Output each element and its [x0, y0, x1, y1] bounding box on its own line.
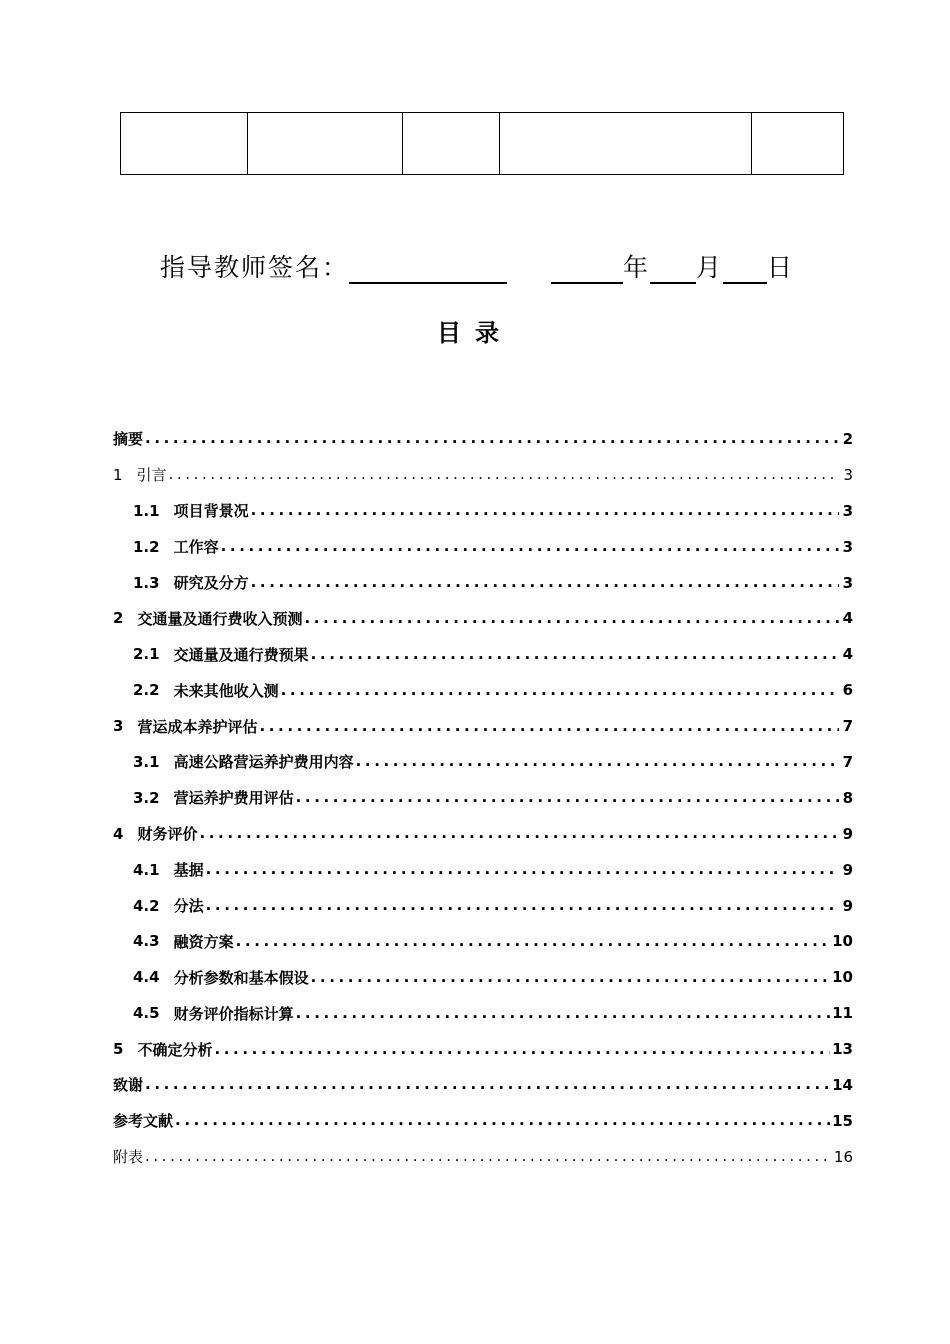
toc-entry-number: 3.2	[133, 788, 160, 807]
toc-entry[interactable]	[113, 565, 853, 601]
toc-entry-number: 4.1	[133, 860, 160, 879]
toc-entry-title: 基据	[173, 861, 204, 880]
toc-entry-title: 工作容	[173, 538, 219, 557]
toc-dot-leader	[296, 790, 839, 805]
month-label: 月	[696, 253, 724, 282]
toc-entry-page: 3	[842, 537, 853, 556]
toc-entry[interactable]	[113, 959, 853, 995]
toc-dot-leader	[356, 754, 839, 769]
toc-dot-leader	[281, 683, 839, 698]
toc-entry[interactable]	[113, 995, 853, 1031]
toc-entry-page: 7	[842, 752, 853, 771]
toc-entry-page: 3	[843, 465, 853, 484]
toc-dot-leader	[304, 611, 839, 626]
toc-dot-leader	[169, 467, 839, 482]
toc-entry[interactable]	[113, 1139, 853, 1175]
toc-entry-page: 4	[842, 645, 853, 664]
toc-entry-number: 1.1	[133, 501, 160, 520]
toc-dot-leader	[296, 1006, 831, 1021]
toc-dot-leader	[251, 503, 839, 518]
toc-entry[interactable]	[113, 421, 853, 457]
toc-entry-title: 摘要	[113, 430, 144, 449]
toc-entry-page: 10	[832, 932, 853, 951]
toc-entry-title: 交通量及通行费收入预测	[137, 609, 303, 628]
toc-entry-number: 5	[113, 1040, 124, 1059]
toc-entry-page: 2	[842, 429, 853, 448]
toc-dot-leader	[311, 647, 839, 662]
toc-entry-number: 1.3	[133, 573, 160, 592]
toc-entry-number: 1.2	[133, 537, 160, 556]
day-blank	[723, 256, 767, 284]
toc-dot-leader	[311, 970, 831, 985]
toc-entry[interactable]	[113, 744, 853, 780]
toc-entry-page: 3	[842, 573, 853, 592]
toc-entry-page: 7	[842, 717, 853, 736]
toc-entry-title: 融资方案	[173, 932, 234, 951]
advisor-signature-line	[160, 248, 794, 284]
toc-entry-title: 财务评价	[137, 825, 198, 844]
toc-entry[interactable]	[113, 457, 853, 493]
toc-entry-page: 10	[832, 968, 853, 987]
toc-entry-title: 研究及分方	[173, 574, 249, 592]
toc-entry-page: 13	[832, 1040, 853, 1059]
toc-dot-leader	[145, 1077, 830, 1092]
toc-entry-page: 14	[832, 1075, 853, 1094]
toc-entry-number: 4.2	[133, 896, 160, 915]
toc-entry-number: 2	[113, 609, 124, 628]
toc-dot-leader	[206, 898, 839, 913]
toc-entry[interactable]	[113, 816, 853, 852]
year-blank	[551, 256, 623, 284]
toc-dot-leader	[145, 431, 839, 446]
toc-entry[interactable]	[113, 636, 853, 672]
toc-entry-title: 附表	[113, 1148, 144, 1167]
toc-entry[interactable]	[113, 600, 853, 636]
toc-entry[interactable]	[113, 708, 853, 744]
toc-entry-number: 2.2	[133, 681, 160, 700]
toc-entry-number: 4	[113, 824, 124, 843]
toc-entry-page: 16	[833, 1147, 853, 1166]
toc-dot-leader	[145, 1149, 832, 1164]
toc-entry-title: 致谢	[113, 1076, 144, 1095]
toc-entry-number: 4.3	[133, 932, 160, 951]
toc-entry-number: 1	[113, 465, 123, 484]
toc-dot-leader	[236, 934, 831, 949]
toc-entry-page: 6	[842, 681, 853, 700]
table-row	[121, 113, 844, 175]
toc-entry-title: 财务评价指标计算	[173, 1004, 294, 1023]
toc-entry[interactable]	[113, 672, 853, 708]
table-cell	[403, 113, 500, 175]
toc-entry-title: 不确定分析	[137, 1040, 213, 1059]
toc-entry[interactable]	[113, 780, 853, 816]
toc-entry-page: 11	[832, 1004, 853, 1023]
year-label: 年	[623, 253, 651, 282]
toc-entry[interactable]	[113, 493, 853, 529]
toc-dot-leader	[199, 826, 839, 841]
signature-label: 指导教师签名：	[160, 253, 350, 282]
toc-entry-page: 9	[842, 824, 853, 843]
toc-entry-title: 参考文献	[113, 1112, 174, 1131]
toc-entry-title: 分法	[173, 897, 204, 916]
toc-entry[interactable]	[113, 1031, 853, 1067]
toc-entry[interactable]	[113, 923, 853, 959]
toc-entry-title: 引言	[136, 466, 167, 485]
table-cell	[121, 113, 248, 175]
toc-title: 目录	[437, 319, 513, 347]
table-cell	[752, 113, 844, 175]
toc-dot-leader	[214, 1042, 830, 1057]
toc-entry-page: 9	[842, 860, 853, 879]
toc-entry-page: 3	[842, 501, 853, 520]
toc-entry-page: 15	[832, 1111, 853, 1130]
toc-entry-title: 未来其他收入测	[173, 681, 279, 700]
toc-entry-number: 4.4	[133, 968, 160, 987]
toc-entry[interactable]	[113, 888, 853, 924]
table-cell	[500, 113, 752, 175]
toc-dot-leader	[259, 719, 839, 734]
toc-entry-number: 4.5	[133, 1004, 160, 1023]
toc-entry-title: 交通量及通行费预果	[173, 645, 309, 664]
toc-entry-number: 3	[113, 717, 124, 736]
toc-dot-leader	[175, 1113, 830, 1128]
toc-entry-title: 项目背景况	[173, 502, 249, 521]
toc-entry[interactable]	[113, 529, 853, 565]
toc-entry-title: 高速公路营运养护费用内容	[173, 753, 354, 772]
toc-entry-title: 分析参数和基本假设	[173, 968, 309, 987]
month-blank	[650, 256, 696, 284]
signature-table	[120, 112, 844, 175]
toc-dot-leader	[206, 862, 839, 877]
toc-entry-title: 营运成本养护评估	[137, 717, 258, 736]
signature-blank	[349, 256, 507, 284]
table-of-contents	[113, 421, 853, 1175]
toc-entry-title: 营运养护费用评估	[173, 789, 294, 808]
toc-dot-leader	[221, 539, 839, 554]
toc-dot-leader	[251, 575, 839, 590]
toc-entry[interactable]	[113, 852, 853, 888]
toc-entry-number: 2.1	[133, 645, 160, 664]
toc-entry-page: 8	[842, 788, 853, 807]
toc-entry[interactable]	[113, 1103, 853, 1139]
toc-entry-number: 3.1	[133, 752, 160, 771]
toc-entry-page: 9	[842, 896, 853, 915]
table-cell	[248, 113, 403, 175]
toc-entry[interactable]	[113, 1067, 853, 1103]
day-label: 日	[767, 253, 795, 282]
toc-entry-page: 4	[842, 609, 853, 628]
